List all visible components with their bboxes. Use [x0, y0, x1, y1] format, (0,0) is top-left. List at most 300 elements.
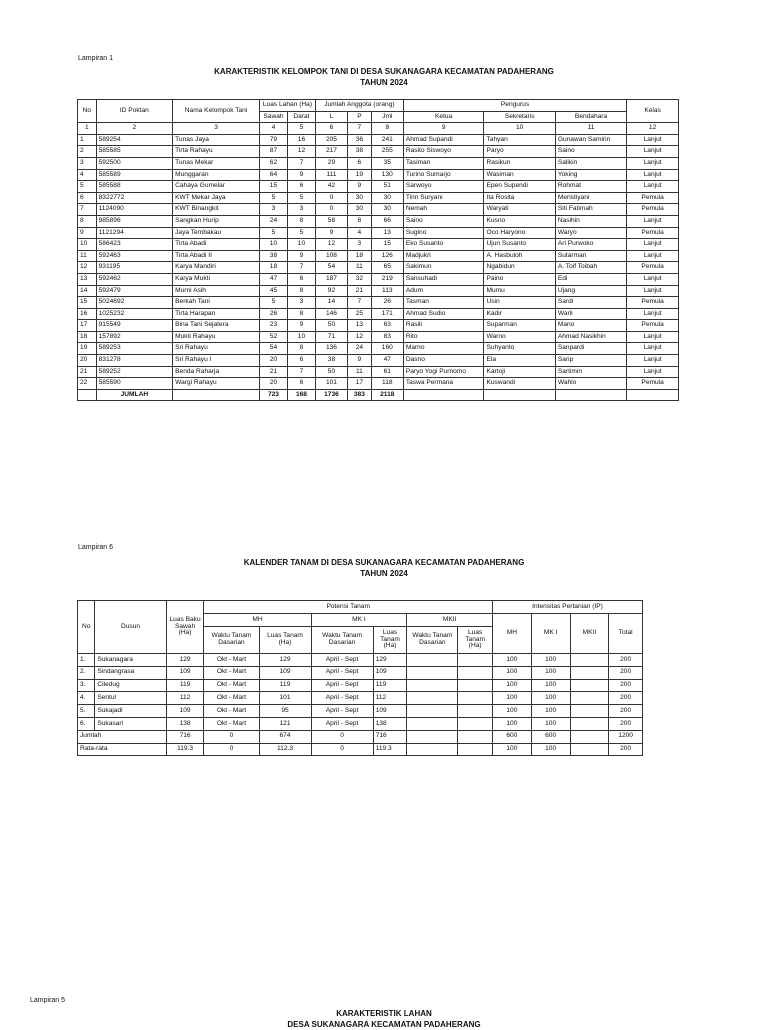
table-cell: Madjukri: [403, 250, 484, 262]
table-cell: [407, 666, 458, 679]
table-cell: 3: [78, 157, 97, 169]
table-cell: 63: [371, 320, 403, 332]
table-cell: 200: [609, 666, 643, 679]
col2-header-ip-mk1: MK I: [531, 614, 570, 654]
table-cell: Ita Rosita: [484, 192, 555, 204]
table-cell: 5: [287, 227, 315, 239]
table-cell: 21: [259, 366, 287, 378]
table-cell: Waryati: [484, 204, 555, 216]
table-cell: 146: [315, 308, 347, 320]
table-cell: 66: [371, 215, 403, 227]
table3-subtitle: DESA SUKANAGARA KECAMATAN PADAHERANG: [287, 1020, 481, 1029]
table-cell: 36: [348, 134, 372, 146]
table-cell: 18: [348, 250, 372, 262]
table-cell: 157892: [96, 331, 173, 343]
table-cell: 3: [287, 204, 315, 216]
table-cell: A. Toif Toibah: [555, 262, 626, 274]
column-number: 6: [315, 123, 347, 135]
table-row: [78, 331, 679, 343]
table-cell: 7: [287, 262, 315, 274]
table-cell: 109: [373, 666, 407, 679]
table-cell: 4.: [78, 692, 95, 705]
table-cell: 17: [78, 320, 97, 332]
table-cell: Kuswandi: [484, 378, 555, 390]
table-cell: Berkah Tani: [173, 297, 260, 309]
table-cell: Lanjut: [627, 215, 679, 227]
table-cell: 17: [348, 378, 372, 390]
table-cell: 22: [78, 378, 97, 390]
col2-header-mh: MH: [204, 614, 311, 627]
table-cell: 716: [166, 730, 204, 743]
table-cell: Ari Purwoko: [555, 239, 626, 251]
table1-year: TAHUN 2024: [360, 78, 408, 87]
table-cell: 30: [348, 192, 372, 204]
table-cell: Oco Haryono: [484, 227, 555, 239]
table-cell: 9: [348, 181, 372, 193]
table-cell: Mukti Rahayu: [173, 331, 260, 343]
table-cell: 200: [609, 705, 643, 718]
table-row: [78, 717, 643, 730]
table-cell: Karya Mukti: [173, 273, 260, 285]
table-cell: 5024692: [96, 297, 173, 309]
table-cell: Tirin Suryani: [403, 192, 484, 204]
table3-title: KARAKTERISTIK LAHAN: [336, 1009, 432, 1018]
table-cell: 20: [259, 378, 287, 390]
table-cell: 100: [493, 679, 532, 692]
table-row: [78, 705, 643, 718]
table-row: [78, 273, 679, 285]
table-cell: 592479: [96, 285, 173, 297]
table-cell: 100: [531, 717, 570, 730]
table-cell: 25: [348, 308, 372, 320]
table-cell: 15: [259, 181, 287, 193]
table-cell: Saino: [403, 215, 484, 227]
table-cell: Sindangrasa: [95, 666, 166, 679]
appendix-label-6: Lampiran 6: [78, 544, 114, 551]
table-cell: Okt - Mart: [204, 717, 259, 730]
table-cell: 118: [371, 378, 403, 390]
total-sawah: 723: [259, 389, 287, 401]
table-cell: 30: [371, 204, 403, 216]
table-row: [78, 262, 679, 274]
table-cell: Lanjut: [627, 343, 679, 355]
col2-header-potensi: Potensi Tanam: [204, 601, 493, 614]
table-cell: [407, 705, 458, 718]
table-cell: 109: [373, 705, 407, 718]
table-cell: 101: [315, 378, 347, 390]
table-cell: Tirta Abadi II: [173, 250, 260, 262]
table-cell: 100: [531, 654, 570, 667]
column-number: 4: [259, 123, 287, 135]
table-cell: [458, 679, 493, 692]
table-cell: [458, 666, 493, 679]
table-row: [78, 239, 679, 251]
table-cell: 14: [78, 285, 97, 297]
col-header-id: ID Poktan: [96, 100, 173, 123]
table-cell: Waryo: [555, 227, 626, 239]
table-cell: 50: [315, 366, 347, 378]
table-cell: Tirta Rahayu: [173, 146, 260, 158]
table-cell: 200: [609, 692, 643, 705]
table-cell: 112.3: [259, 743, 311, 756]
table-cell: Sutarman: [555, 250, 626, 262]
table-row: [78, 134, 679, 146]
total-l: 1736: [315, 389, 347, 401]
table-cell: Siti Fatimah: [555, 204, 626, 216]
table-row: [78, 157, 679, 169]
table-cell: 200: [609, 654, 643, 667]
table-cell: 64: [259, 169, 287, 181]
table-cell: 100: [493, 743, 532, 756]
table-cell: 30: [348, 204, 372, 216]
table-cell: 0: [315, 192, 347, 204]
table-cell: 200: [609, 679, 643, 692]
rata-row: [78, 743, 643, 756]
table-row: [78, 297, 679, 309]
table-cell: 585585: [96, 146, 173, 158]
table-cell: 8: [287, 215, 315, 227]
table-cell: 79: [259, 134, 287, 146]
table-cell: April - Sept: [311, 666, 373, 679]
table-cell: 9: [315, 227, 347, 239]
total-p: 383: [348, 389, 372, 401]
col-header-members: Jumlah Anggota (orang): [315, 100, 403, 112]
table-cell: 20: [259, 355, 287, 367]
table-cell: Ngabidun: [484, 262, 555, 274]
table-cell: 32: [348, 273, 372, 285]
table-cell: 2.: [78, 666, 95, 679]
table-cell: 1124090: [96, 204, 173, 216]
table-cell: 592500: [96, 157, 173, 169]
table-cell: Tunas Jaya: [173, 134, 260, 146]
col-header-no: No: [78, 100, 97, 123]
table-cell: 831278: [96, 355, 173, 367]
table-cell: [407, 717, 458, 730]
table-cell: Pemula: [627, 227, 679, 239]
table-cell: 0: [204, 730, 259, 743]
table-cell: 47: [371, 355, 403, 367]
table-cell: Tasman: [403, 297, 484, 309]
table-cell: 100: [531, 666, 570, 679]
table-cell: 600: [531, 730, 570, 743]
table-cell: 38: [315, 355, 347, 367]
table-row: [78, 227, 679, 239]
table-cell: Rasikun: [484, 157, 555, 169]
farmer-group-table: [77, 99, 679, 401]
table-cell: Pemula: [627, 204, 679, 216]
table-cell: 9: [287, 169, 315, 181]
column-number: 1: [78, 123, 97, 135]
table-cell: 219: [371, 273, 403, 285]
table-cell: 100: [531, 692, 570, 705]
table-cell: 7: [78, 204, 97, 216]
table-cell: 1121294: [96, 227, 173, 239]
table-cell: 5: [287, 192, 315, 204]
table-cell: Ahmad Supandi: [403, 134, 484, 146]
table-cell: Sri Rahayu I: [173, 355, 260, 367]
table-row: [78, 355, 679, 367]
table-cell: 100: [493, 705, 532, 718]
table-cell: Kusno: [484, 215, 555, 227]
table-row: [78, 169, 679, 181]
table-cell: 985896: [96, 215, 173, 227]
jumlah-row: [78, 730, 643, 743]
table-cell: 1200: [609, 730, 643, 743]
table-cell: 83: [371, 331, 403, 343]
table-cell: Sarip: [555, 355, 626, 367]
table-cell: 95: [259, 705, 311, 718]
table-cell: 217: [315, 146, 347, 158]
table-cell: 592463: [96, 250, 173, 262]
table-cell: Pemula: [627, 192, 679, 204]
table-cell: 61: [371, 366, 403, 378]
table-cell: [407, 692, 458, 705]
table-cell: 129: [259, 654, 311, 667]
table-cell: Usin: [484, 297, 555, 309]
table-cell: 8: [348, 215, 372, 227]
table-cell: 8322772: [96, 192, 173, 204]
table-cell: Mumu: [484, 285, 555, 297]
table-cell: Okt - Mart: [204, 705, 259, 718]
table-cell: 100: [493, 666, 532, 679]
col2-header-mk1-luas: Luas Tanam (Ha): [373, 627, 407, 654]
table-cell: 0: [311, 730, 373, 743]
table-cell: Okt - Mart: [204, 654, 259, 667]
table-cell: Pemula: [627, 262, 679, 274]
table-cell: Sukajadi: [95, 705, 166, 718]
table-cell: Cahaya Gumelar: [173, 181, 260, 193]
appendix-label-1: Lampiran 1: [78, 55, 114, 62]
col-header-ketua: Ketua: [403, 111, 484, 123]
table-cell: Lanjut: [627, 308, 679, 320]
table-cell: 19: [348, 169, 372, 181]
table-cell: 592462: [96, 273, 173, 285]
table-cell: 11: [348, 262, 372, 274]
rata-label: Rata-rata: [78, 743, 167, 756]
table-cell: 15: [371, 239, 403, 251]
table-cell: [407, 743, 458, 756]
col-header-bendahara: Bendahara: [555, 111, 626, 123]
table-cell: Marno: [403, 343, 484, 355]
table-cell: Tirta Harapan: [173, 308, 260, 320]
table-cell: 130: [371, 169, 403, 181]
table-cell: 1: [78, 134, 97, 146]
table-cell: 119: [373, 679, 407, 692]
table-row: [78, 192, 679, 204]
table-cell: 21: [78, 366, 97, 378]
table-cell: 14: [315, 297, 347, 309]
table-cell: 1025232: [96, 308, 173, 320]
column-number: 9: [403, 123, 484, 135]
table-cell: 111: [315, 169, 347, 181]
table-cell: 136: [315, 343, 347, 355]
table-cell: 931195: [96, 262, 173, 274]
col-header-darat: Darat: [287, 111, 315, 123]
table-cell: 119: [166, 679, 204, 692]
table-cell: 20: [78, 355, 97, 367]
table-cell: Tasiman: [403, 157, 484, 169]
table-cell: Karya Mandiri: [173, 262, 260, 274]
table-cell: 9: [78, 227, 97, 239]
table-cell: Sugino: [403, 227, 484, 239]
table-cell: Mano: [555, 320, 626, 332]
table-cell: Lanjut: [627, 285, 679, 297]
table-cell: 109: [166, 666, 204, 679]
table-cell: 16: [78, 308, 97, 320]
table-cell: 0: [315, 204, 347, 216]
table-cell: 121: [259, 717, 311, 730]
column-number: 10: [484, 123, 555, 135]
table-row: [78, 146, 679, 158]
table-cell: 11: [348, 366, 372, 378]
table-row: [78, 181, 679, 193]
table-cell: 8: [287, 285, 315, 297]
table-cell: 10: [259, 239, 287, 251]
table-cell: 52: [259, 331, 287, 343]
table-cell: Epen Supendi: [484, 181, 555, 193]
table-cell: [570, 730, 609, 743]
column-number: 3: [173, 123, 260, 135]
table-cell: 6: [348, 157, 372, 169]
table-cell: Nasihin: [555, 215, 626, 227]
table-cell: 6: [78, 192, 97, 204]
table-cell: Jaya Tembakau: [173, 227, 260, 239]
col-header-sekretaris: Sekretaris: [484, 111, 555, 123]
table-cell: [458, 730, 493, 743]
table-cell: Dasno: [403, 355, 484, 367]
column-number-row: [78, 123, 679, 135]
table-cell: 113: [371, 285, 403, 297]
table-cell: [458, 743, 493, 756]
table-cell: 6.: [78, 717, 95, 730]
col-header-jml: Jml: [371, 111, 403, 123]
col2-header-mk1: MK I: [311, 614, 407, 627]
table-cell: Ahmad Nasikhin: [555, 331, 626, 343]
table-cell: Yoking: [555, 169, 626, 181]
table-cell: Lanjut: [627, 250, 679, 262]
table-cell: Lanjut: [627, 181, 679, 193]
table-cell: 109: [259, 666, 311, 679]
appendix-label-5: Lampiran 5: [30, 997, 66, 1004]
table-cell: April - Sept: [311, 692, 373, 705]
table-cell: Paryo Yogi Purnomo: [403, 366, 484, 378]
table-cell: 71: [315, 331, 347, 343]
table-cell: April - Sept: [311, 705, 373, 718]
table-cell: Tunas Mekar: [173, 157, 260, 169]
table-row: [78, 204, 679, 216]
col-header-sawah: Sawah: [259, 111, 287, 123]
col2-header-mk1-waktu: Waktu Tanam Dasarian: [311, 627, 373, 654]
table-cell: Tirta Abadi: [173, 239, 260, 251]
col2-header-mh-waktu: Waktu Tanam Dasarian: [204, 627, 259, 654]
col-header-board: Pengurus: [403, 100, 626, 112]
table-cell: Paino: [484, 273, 555, 285]
table-cell: 65: [371, 262, 403, 274]
table-cell: 47: [259, 273, 287, 285]
table-cell: Sarwoyo: [403, 181, 484, 193]
table-cell: 7: [348, 297, 372, 309]
table-cell: 8: [78, 215, 97, 227]
table-cell: 21: [348, 285, 372, 297]
table-cell: 51: [371, 181, 403, 193]
table-cell: Gunawan Samirin: [555, 134, 626, 146]
table-cell: Sakimun: [403, 262, 484, 274]
total-darat: 168: [287, 389, 315, 401]
table-cell: Sukanagara: [95, 654, 166, 667]
table-row: [78, 250, 679, 262]
table-cell: Murni Asih: [173, 285, 260, 297]
table-cell: Sardi: [555, 297, 626, 309]
table-cell: 100: [531, 705, 570, 718]
col2-header-dusun: Dusun: [95, 601, 166, 654]
table-cell: 3.: [78, 679, 95, 692]
table-cell: 0: [311, 743, 373, 756]
table-cell: 54: [259, 343, 287, 355]
col-header-name: Nama Kelompok Tani: [173, 100, 260, 123]
table-cell: 26: [259, 308, 287, 320]
table-cell: [407, 679, 458, 692]
table-cell: 255: [371, 146, 403, 158]
table-cell: Wasiman: [484, 169, 555, 181]
planting-calendar-table: [77, 600, 643, 756]
table-cell: [458, 705, 493, 718]
table-cell: April - Sept: [311, 679, 373, 692]
table-cell: 674: [259, 730, 311, 743]
table-cell: 10: [78, 239, 97, 251]
table-cell: Rohmat: [555, 181, 626, 193]
table-cell: Sri Rahayu: [173, 343, 260, 355]
col2-header-mk2-luas: Luas Tanam (Ha): [458, 627, 493, 654]
table-cell: 45: [259, 285, 287, 297]
table-cell: Lanjut: [627, 366, 679, 378]
table-cell: [570, 654, 609, 667]
table-cell: Pemula: [627, 297, 679, 309]
table-cell: 589252: [96, 366, 173, 378]
table-cell: 9: [287, 320, 315, 332]
table-cell: Nemah: [403, 204, 484, 216]
table-cell: 12: [315, 239, 347, 251]
table-cell: 24: [348, 343, 372, 355]
table-cell: 54: [315, 262, 347, 274]
table-cell: [458, 717, 493, 730]
table-cell: 3: [259, 204, 287, 216]
table-cell: 138: [166, 717, 204, 730]
table-row: [78, 308, 679, 320]
col2-header-ip: Intensitas Pertanian (IP): [493, 601, 643, 614]
table-cell: 585590: [96, 378, 173, 390]
table-cell: Warno: [484, 331, 555, 343]
table-row: [78, 285, 679, 297]
table-cell: Warli: [555, 308, 626, 320]
table-cell: 119.3: [166, 743, 204, 756]
column-number: 11: [555, 123, 626, 135]
table-cell: KWT Mekar Jaya: [173, 192, 260, 204]
table-cell: Ujang: [555, 285, 626, 297]
table-cell: [407, 730, 458, 743]
table-cell: 108: [315, 250, 347, 262]
column-number: 12: [627, 123, 679, 135]
table-cell: April - Sept: [311, 717, 373, 730]
table2-year: TAHUN 2024: [360, 569, 408, 578]
table-cell: 101: [259, 692, 311, 705]
table-cell: 12: [287, 146, 315, 158]
col2-header-mk2-waktu: Waktu Tanam Dasarian: [407, 627, 458, 654]
table-row: [78, 692, 643, 705]
table-cell: Lanjut: [627, 331, 679, 343]
table-row: [78, 320, 679, 332]
table-cell: 3: [287, 297, 315, 309]
table-cell: 716: [373, 730, 407, 743]
